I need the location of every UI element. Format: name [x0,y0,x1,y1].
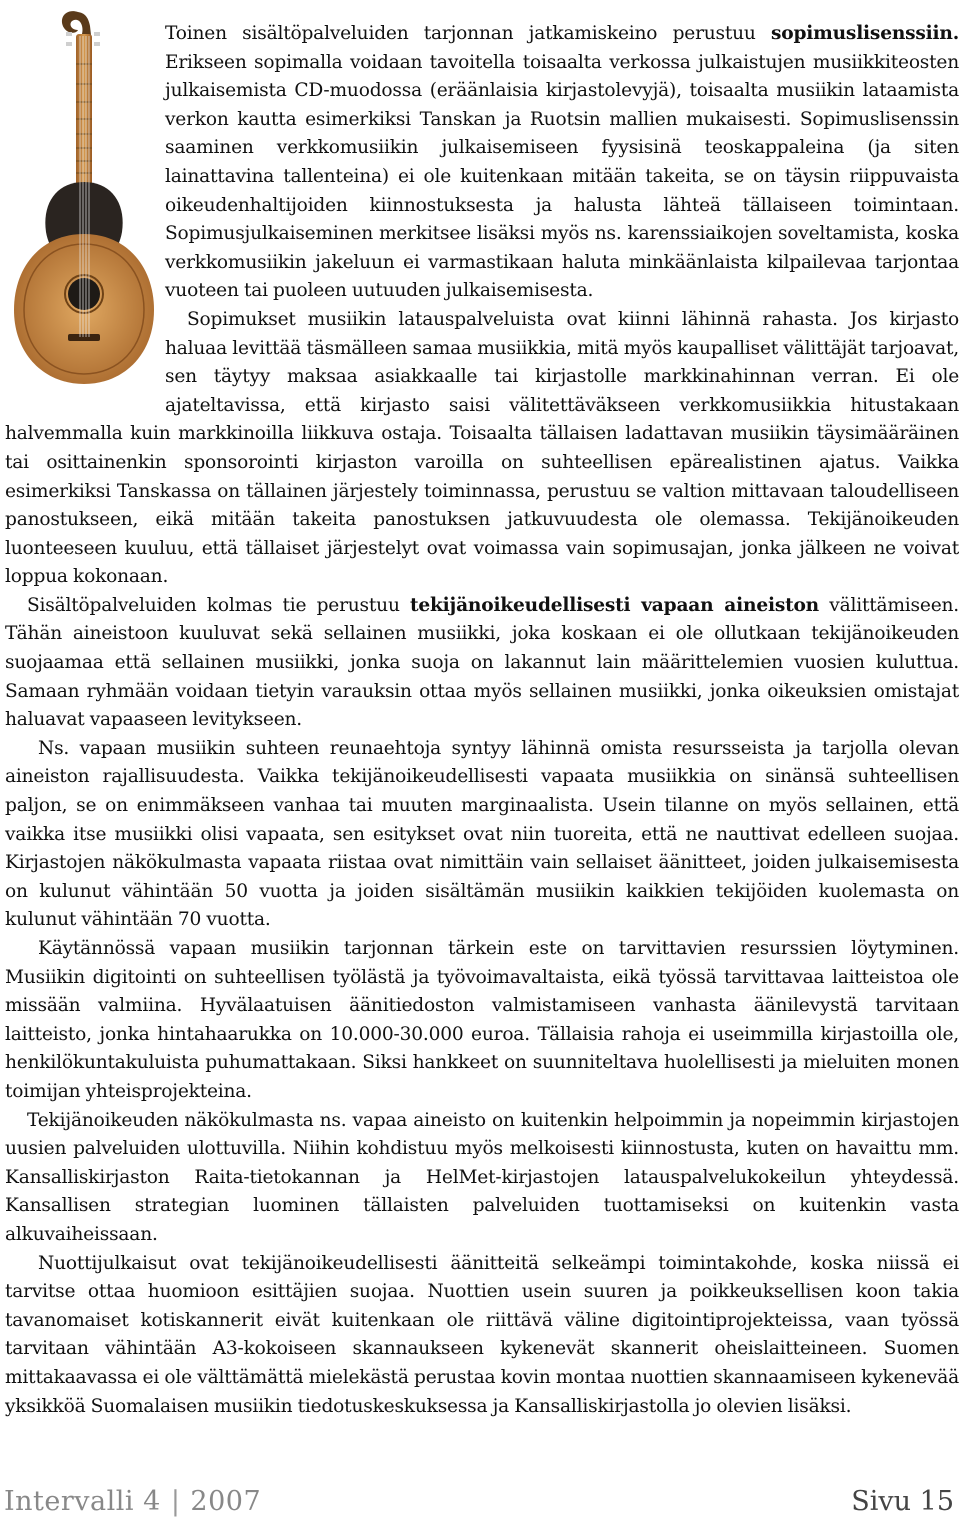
paragraph-2: Sopimukset musiikin latauspalveluista ovat kiinni lähinnä rahasta. Jos kirjasto haluaa levittää täsmälleen samaa musiikkia, mitä myös kaupalliset välittäjät tarjoavat, sen täytyy maksaa asiakkaalle tai kirjastolle markkinahinnan verran. Ei ole ajateltavissa, että kirjasto saisi välitettäväkseen verkkomusiikkia hitustakaan halvemmalla kuin markkinoilla liikkuva ostaja. Toisaalta tällaisen ladattavan musiikin täysimääräinen tai osittainenkin sponsorointi kirjaston varoilla on suhteellisen epärealistinen ajatus. Vaikka esimerkiksi Tanskassa on tällainen järjestely toiminnassa, perustuu se valtion mittavaan taloudelliseen panostukseen, eikä mitään takeita panostuksen jatkuvuudesta ole olemassa. Tekijänoikeuden luonteeseen kuuluu, että tällaiset järjestelyt ovat voimassa vain sopimusajan, jonka jälkeen ne voivat loppua kokonaan. [5,308,959,588]
paragraph-1-text-c: Erikseen sopimalla voidaan tavoitella toisaalta verkossa julkaistujen musiikkiteosten julkaisemista CD-muodossa (eräänlaisia kirjastolevyjä), toisaalta musiikin lataamista verkon kautta esimerkiksi Tanskan ja Ruotsin mallien mukaisesti. Sopimuslisenssin saaminen verkkomusiikin julkaisemiseen fyysisinä teoskappaleina (ja siten lainattavina tallenteina) ei ole kuitenkaan mitään takeita, se on täysin riippuvaista oikeudenhaltijoiden kiinnostuksesta ja halusta lähteä tällaiseen toimintaan. Sopimusjulkaiseminen merkitsee lisäksi myös ns. karenssiaikojen soveltamista, koska verkkomusiikin jakeluun ei varmastikaan haluta minkäänlaista kilpailevaa tarjontaa vuoteen tai puoleen uutuuden julkaisemisesta. [165,51,959,302]
illustration-wrap-space [5,20,165,412]
article-body [5,20,959,1421]
paragraph-1-text-a: Toinen sisältöpalveluiden tarjonnan jatkamiskeino perustuu [165,23,771,44]
paragraph-3 [5,592,959,735]
paragraph-7: Nuottijulkaisut ovat tekijänoikeudellisesti äänitteitä selkeämpi toimintakohde, koska niissä ei tarvitse ottaa huomioon esittäjien suojaa. Nuottien usein suuren ja poikkeuksellisen koon takia tavanomaiset kotiskannerit eivät kuitenkaan ole riittävä väline digitointiprojekteissa, vaan työssä tarvitaan vähintään A3-kokoiseen skannaukseen kykenevät skannerit oheislaitteineen. Suomen mittakaavassa ei ole välttämättä mielekästä perustaa kovin montaa nuottien skannaamiseen kykenevää yksikköä Suomalaisen musiikin tiedotuskeskuksessa ja Kansalliskirjastolla jo olevien lisäksi. [5,1252,959,1417]
publication-year: 2007 [190,1486,262,1517]
page-number: Sivu 15 [851,1486,954,1517]
paragraph-6: Tekijänoikeuden näkökulmasta ns. vapaa aineisto on kuitenkin helpoimmin ja nopeimmin kirjastojen uusien palveluiden ulottuvilla. Niihin kohdistuu myös melkoisesti kiinnostusta, kuten on havaittu mm. Kansalliskirjaston Raita-tietokannan ja HelMet-kirjastojen latauspalvelukokeilun yhteydessä. Kansallisen strategian luominen tällaisten palveluiden tuottamiseksi on kuitenkin vasta alkuvaiheissaan. [5,1109,959,1245]
paragraph-3-text-a: Sisältöpalveluiden kolmas tie perustuu [27,594,410,616]
paragraph-3-text-c: välittämiseen. Tähän aineistoon kuuluvat sekä sellainen musiikki, joka koskaan ei ole ollutkaan tekijänoikeuden suojaamaa että sellainen musiikki, jonka suoja on lakannut lain määrittelemien vuosien kuluttua. Samaan ryhmään voidaan tietyin varauksin ottaa myös sellainen musiikki, jonka oikeuksien omistajat haluavat vapaaseen levitykseen. [5,594,959,731]
paragraph-1-bold-term: sopimuslisenssiin. [771,23,959,44]
paragraph-5: Käytännössä vapaan musiikin tarjonnan tärkein este on tarvittavien resurssien löytyminen. Musiikin digitointi on suhteellisen työlästä ja työvoimavaltaista, eikä työssä tarvittavaa laitteistoa ole missään valmiina. Hyvälaatuisen äänitiedoston valmistamiseen vanhasta äänilevystä tarvitaan laitteisto, jonka hintahaarukka on 10.000-30.000 euroa. Tällaisia rahoja ei useimmilla kirjastoilla ole, henkilökuntakuluista puhumattakaan. Siksi hankkeet on suunniteltava huolellisesti ja mieluiten monen toimijan yhteisprojekteina. [5,938,959,1102]
paragraph-4: Ns. vapaan musiikin suhteen reunaehtoja syntyy lähinnä omista resursseista ja tarjolla olevan aineiston rajallisuudesta. Vaikka tekijänoikeudellisesti vapaata musiikkia on sinänsä suhteellisen paljon, se on enimmäkseen vanhaa tai muuten marginaalista. Usein tilanne on myös sellainen, että vaikka itse musiikki olisi vapaata, sen esitykset ovat niin tuoreita, että ne nauttivat edelleen suojaa. Kirjastojen näkökulmasta vapaata riistaa ovat nimittäin vain sellaiset äänitteet, joiden julkaisemisesta on kulunut vähintään 50 vuotta ja joiden sisältämän musiikin kaikkien tekijöiden kuolemasta on kulunut vähintään 70 vuotta. [5,737,959,931]
footer-publication [4,1486,261,1517]
paragraph-3-bold-term: tekijänoikeudellisesti vapaan aineiston [409,594,819,616]
footer-separator: | [170,1486,181,1517]
publication-name: Intervalli 4 [4,1486,161,1517]
